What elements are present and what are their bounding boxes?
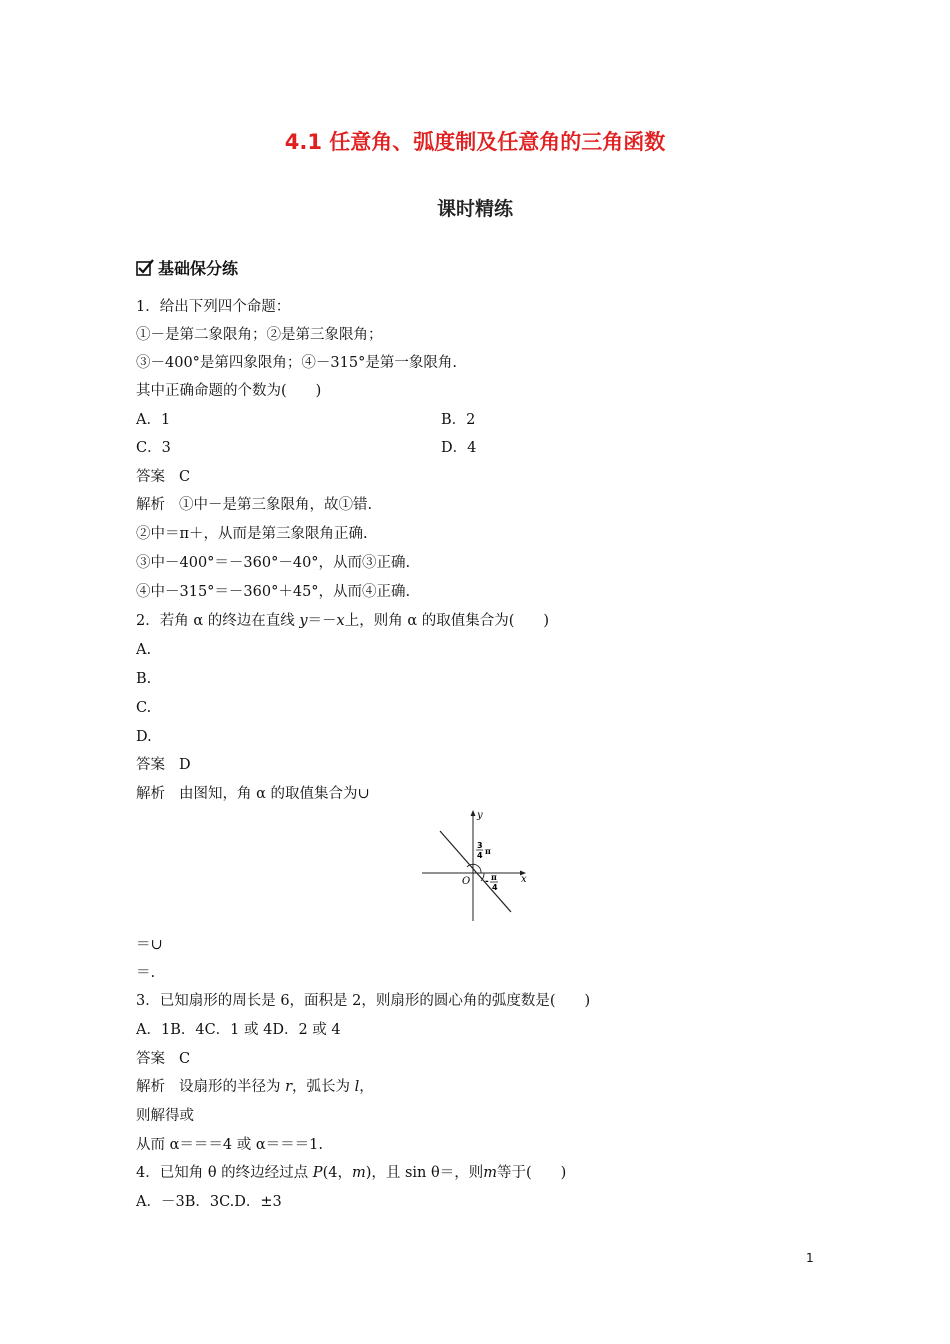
q1-ask: 其中正确命题的个数为( ) — [136, 383, 322, 399]
q1-option-a: A．1 — [136, 412, 171, 428]
angle2-numerator: π — [491, 872, 497, 882]
q3-options: A．1B．4C．1 或 4D．2 或 4 — [136, 1022, 341, 1038]
angle-figure — [420, 806, 535, 926]
q4-stem-part: (4， — [322, 1165, 352, 1181]
q3-analysis-part: ， — [359, 1079, 374, 1095]
angle2-denominator: 4 — [492, 883, 498, 892]
section-label: 基础保分练 — [158, 259, 239, 278]
answer-value: D — [179, 757, 191, 773]
q4-var-p: P — [312, 1165, 323, 1181]
q4-stem-part: 等于( ) — [496, 1165, 567, 1181]
q1-props-a: ①－是第二象限角；②是第三象限角； — [136, 327, 383, 343]
answer-value: C — [179, 1051, 191, 1067]
q1-option-c: C．3 — [136, 440, 171, 456]
q2-var-y: y — [299, 613, 308, 629]
angle1-denominator: 4 — [477, 851, 483, 860]
q3-analysis-part: ，弧长为 — [292, 1079, 355, 1095]
q3-analysis-1 — [136, 1077, 374, 1097]
q2-stem-part: 上，则角 α 的取值集合为( ) — [344, 613, 550, 629]
answer-label: 答案 — [136, 1051, 165, 1067]
answer-label: 答案 — [136, 469, 165, 485]
q1-answer — [136, 467, 190, 487]
q4-var-m: m — [351, 1165, 366, 1181]
q3-analysis-part: 设扇形的半径为 — [179, 1079, 286, 1095]
q1-analysis-2: ②中＝π＋，从而是第三象限角正确. — [136, 526, 368, 542]
q3-var-l: l — [354, 1079, 360, 1095]
q1-props-b: ③－400°是第四象限角；④－315°是第一象限角. — [136, 355, 457, 371]
origin-label: O — [462, 876, 471, 887]
q1-analysis-3: ③中－400°＝－360°－40°，从而③正确. — [136, 555, 411, 571]
angle-arc-3pi4 — [467, 864, 481, 873]
q3-answer — [136, 1049, 190, 1069]
q2-line-after-1: ＝∪ — [136, 937, 163, 953]
q2-option-b: B. — [136, 671, 152, 687]
page-title: 4.1 任意角、弧度制及任意角的三角函数 — [284, 130, 666, 154]
analysis-label: 解析 — [136, 497, 165, 513]
q1-stem: 1．给出下列四个命题： — [136, 299, 291, 315]
analysis-label: 解析 — [136, 1079, 165, 1095]
x-axis-label: x — [521, 874, 527, 885]
angle1-pi: π — [485, 846, 491, 856]
q2-option-a: A. — [136, 642, 152, 658]
y-axis-label: y — [477, 810, 483, 821]
answer-label: 答案 — [136, 757, 165, 773]
page-subtitle: 课时精练 — [436, 198, 513, 220]
page-number: 1 — [806, 1251, 814, 1265]
q2-var-x: x — [336, 613, 345, 629]
answer-value: C — [179, 469, 191, 485]
section-heading — [136, 256, 238, 279]
line-y-eq-neg-x — [440, 831, 511, 912]
q2-stem-part: 2．若角 α 的终边在直线 — [136, 613, 300, 629]
q3-analysis-3: 从而 α＝＝＝4 或 α＝＝＝1. — [136, 1137, 323, 1153]
checkbox-checked-icon — [136, 259, 154, 277]
q1-option-d: D．4 — [441, 440, 477, 456]
q4-var-m: m — [483, 1165, 497, 1181]
q2-line-after-2: ＝. — [136, 965, 156, 981]
q2-stem-part: ＝－ — [307, 613, 337, 629]
q2-stem — [136, 611, 549, 631]
q1-option-b: B．2 — [441, 412, 476, 428]
q3-stem: 3．已知扇形的周长是 6，面积是 2，则扇形的圆心角的弧度数是( ) — [136, 993, 591, 1009]
y-axis-arrow — [471, 810, 476, 816]
q2-analysis-1 — [136, 784, 370, 804]
analysis-text: ①中－是第三象限角，故①错. — [179, 497, 373, 513]
q4-stem-part: 4．已知角 θ 的终边经过点 — [136, 1165, 313, 1181]
q3-var-r: r — [285, 1079, 293, 1095]
q2-option-c: C. — [136, 700, 152, 716]
q4-stem — [136, 1163, 566, 1183]
analysis-text: 由图知，角 α 的取值集合为∪ — [179, 786, 370, 802]
q2-option-d: D. — [136, 729, 152, 745]
q1-analysis-4: ④中－315°＝－360°＋45°，从而④正确. — [136, 584, 411, 600]
q1-analysis-1 — [136, 495, 372, 515]
analysis-label: 解析 — [136, 786, 165, 802]
q3-analysis-2: 则解得或 — [136, 1108, 194, 1124]
q4-options: A．－3B．3C.D．±3 — [136, 1194, 282, 1210]
q4-stem-part: )，且 sin θ＝，则 — [365, 1165, 484, 1181]
angle2-minus: - — [485, 877, 489, 887]
q2-answer — [136, 755, 191, 775]
angle1-numerator: 3 — [477, 841, 483, 850]
